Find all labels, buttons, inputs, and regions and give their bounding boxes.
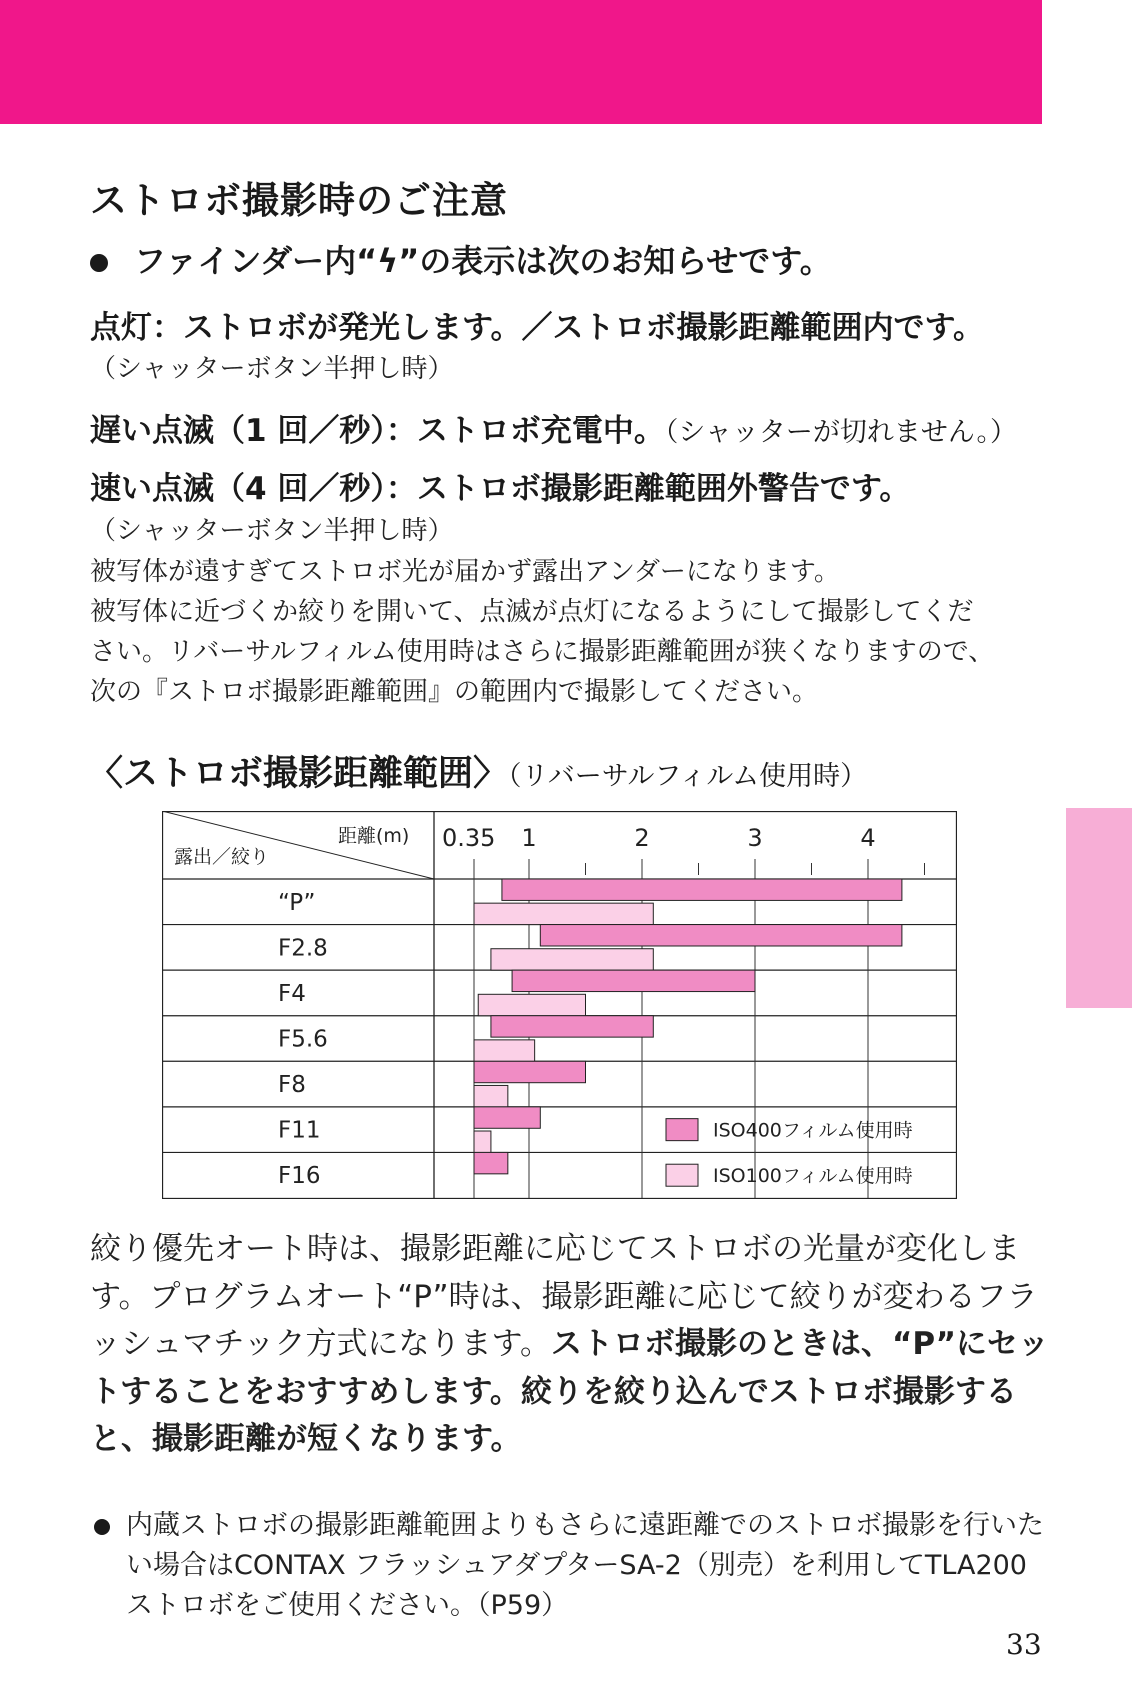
- state-steady-title: 点灯：ストロボが発光します。／ストロボ撮影距離範囲内です。: [90, 310, 985, 346]
- x-tick-label: 2: [634, 824, 650, 852]
- bullet-dot-icon: [90, 254, 108, 272]
- warning-line: 次の『ストロボ撮影距離範囲』の範囲内で撮影してください。: [90, 677, 819, 707]
- bar-iso400: [512, 970, 755, 991]
- row-label: “P”: [278, 889, 316, 916]
- flash-range-chart: [162, 811, 957, 1203]
- row-label: F5.6: [278, 1026, 328, 1053]
- lightning-bolt-icon: ϟ: [377, 242, 399, 280]
- x-tick-label: 1: [521, 824, 537, 852]
- row-label: F4: [278, 980, 306, 1007]
- state-slow-note: （シャッターが切れません。）: [664, 417, 1017, 448]
- page-heading: ストロボ撮影時のご注意: [90, 179, 508, 222]
- legend-swatch: [666, 1164, 698, 1186]
- section-heading: [88, 746, 867, 796]
- footnote-text: 内蔵ストロボの撮影距離範囲よりもさらに遠距離でのストロボ撮影を行いたい場合はCONTAX フラッシュアダプターSA-2（別売）を利用してTLA200ストロボをご使用ください。（P59）: [126, 1510, 1044, 1621]
- bullet-suffix: ”の表示は次のお知らせです。: [398, 242, 832, 280]
- bar-iso400: [491, 1016, 653, 1037]
- legend-swatch: [666, 1119, 698, 1141]
- warning-line: 被写体に近づくか絞りを開いて、点滅が点灯になるようにして撮影してくだ: [90, 597, 974, 627]
- state-slow-title: 遅い点滅（1 回／秒）：ストロボ充電中。: [90, 413, 665, 449]
- paragraph-bold: ストロボ撮影のときは、“P”にセットすることをおすすめします。絞りを絞り込んでストロボ撮影すると、撮影距離が短くなります。: [90, 1326, 1050, 1457]
- row-label: F11: [278, 1117, 321, 1144]
- x-tick-label: 0.35: [442, 824, 496, 852]
- bar-iso400: [474, 1061, 586, 1082]
- bar-iso400: [540, 925, 902, 946]
- aperture-paragraph: [90, 1226, 1050, 1464]
- bar-iso400: [474, 1107, 540, 1128]
- finder-bullet: [90, 236, 832, 282]
- bar-iso400: [502, 879, 902, 900]
- bar-iso400: [474, 1152, 508, 1173]
- bar-iso100: [474, 903, 653, 924]
- legend-label: ISO400フィルム使用時: [713, 1119, 913, 1142]
- top-color-band: [0, 0, 1042, 124]
- bar-iso100: [474, 1040, 535, 1061]
- bullet-prefix: ファインダー内“: [134, 242, 378, 280]
- state-steady-note: （シャッターボタン半押し時）: [90, 354, 454, 384]
- paragraph-normal: 絞り優先オート時は、撮影距離に応じてストロボの光量が変化します。プログラムオート“P”時は、撮影距離に応じて絞りが変わるフラッシュマチック方式になります。: [90, 1231, 1038, 1362]
- x-tick-label: 4: [860, 824, 876, 852]
- bar-iso100: [478, 994, 585, 1015]
- legend-label: ISO100フィルム使用時: [713, 1165, 913, 1188]
- footnote-bullet: [90, 1506, 1050, 1626]
- x-tick-label: 3: [747, 824, 763, 852]
- warning-line: 被写体が遠すぎてストロボ光が届かず露出アンダーになります。: [90, 557, 840, 587]
- page-number: 33: [1006, 1628, 1042, 1661]
- state-fast-title: 速い点滅（4 回／秒）：ストロボ撮影距離範囲外警告です。: [90, 471, 911, 507]
- state-fast-note: （シャッターボタン半押し時）: [90, 516, 454, 546]
- bar-iso100: [474, 1131, 491, 1152]
- warning-line: さい。リバーサルフィルム使用時はさらに撮影距離範囲が狭くなりますので、: [90, 637, 995, 667]
- row-label: F2.8: [278, 935, 328, 962]
- bar-iso100: [474, 1085, 508, 1106]
- flash-range-chart-svg: [162, 811, 957, 1199]
- header-distance-label: 距離(m): [338, 825, 410, 847]
- section-subtitle: （リバーサルフィルム使用時）: [508, 761, 868, 792]
- state-slow-blink: [90, 405, 1017, 450]
- row-label: F8: [278, 1072, 306, 1099]
- bar-iso100: [491, 949, 653, 970]
- header-row-label: 露出／絞り: [174, 846, 270, 868]
- side-index-tab: [1066, 808, 1132, 1008]
- section-title: 〈ストロボ撮影距離範囲〉: [88, 754, 509, 794]
- bullet-dot-icon: [94, 1519, 110, 1535]
- row-label: F16: [278, 1163, 321, 1190]
